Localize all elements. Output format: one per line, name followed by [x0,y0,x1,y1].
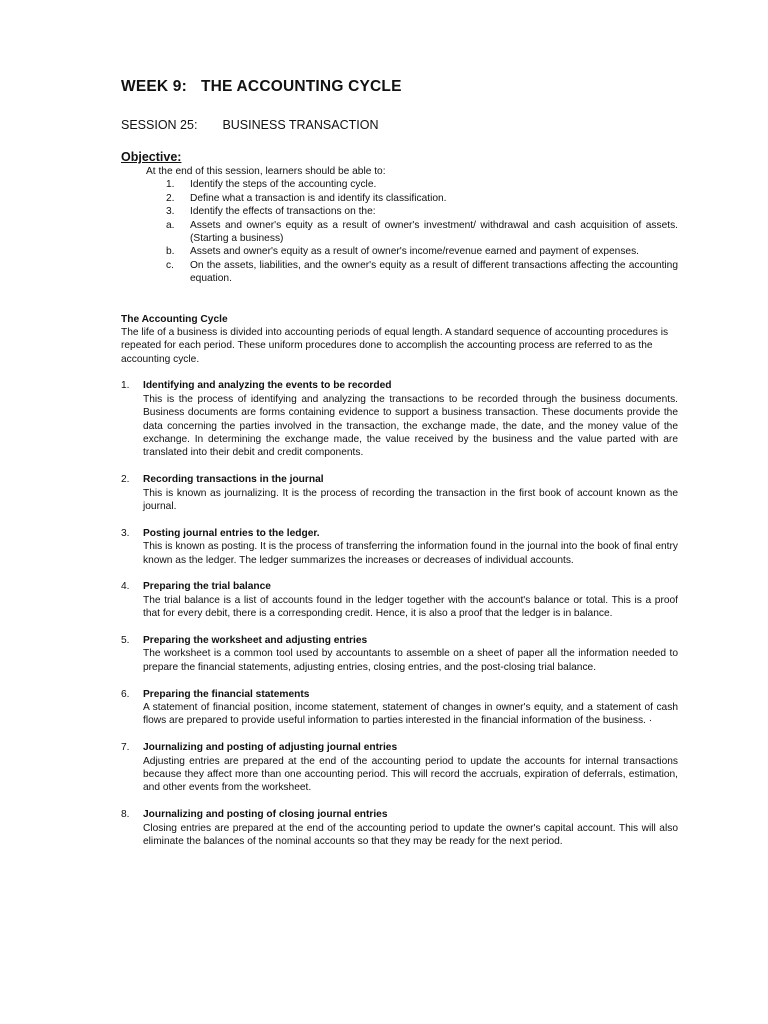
step-number: 1. [121,380,130,392]
step-title: Identifying and analyzing the events to be recorded [143,380,392,392]
step-number: 3. [121,527,130,539]
step-title: Preparing the financial statements [143,688,310,700]
session-heading [121,118,678,134]
document-page [121,78,678,862]
cycle-step [121,379,678,459]
step-title: Preparing the trial balance [143,581,271,593]
step-title: Recording transactions in the journal [143,474,324,486]
cycle-step [121,808,678,848]
objective-item: 1. Identify the steps of the accounting cycle. [166,179,377,191]
step-number: 8. [121,809,130,821]
step-description: This is known as journalizing. It is the process of recording the transaction in the first book of account known as the journal. [143,487,678,512]
week-heading [121,78,678,98]
cycle-step [121,741,678,795]
cycle-steps-list [121,379,678,848]
step-description: This is the process of identifying and analyzing the transactions to be recorded through the business documents. Business documents are forms containing evidence to support a business transaction. These documents provide the data concerning the parties involved in the transaction, the exchange made, the date, and the money value of the exchange. In determining the exchange made, the value received by the business and the value parted with are translated into their debit and credit components. [143,393,678,459]
week-title: THE ACCOUNTING CYCLE [201,78,402,95]
objective-sub-item: c. On the assets, liabilities, and the owner's equity as a result of different transactions affecting the accounting equation. [166,259,678,285]
cycle-step [121,527,678,567]
accounting-cycle-intro: The life of a business is divided into accounting periods of equal length. A standard sequence of accounting procedures is repeated for each period. These uniform procedures done to accomplish the accounting process are referred to as the accounting cycle. [121,327,669,365]
objective-item: 3. Identify the effects of transactions on the: [166,206,376,218]
objective-sub-list [121,219,678,286]
cycle-step [121,634,678,674]
step-title: Posting journal entries to the ledger. [143,527,320,539]
objective-sub-item: a. Assets and owner's equity as a result of owner's investment/ withdrawal and cash acquisition of assets. (Starting a business) [166,219,678,245]
objective-list [121,178,678,218]
session-label: SESSION 25: [121,118,198,132]
accounting-cycle-heading: The Accounting Cycle [121,313,228,325]
cycle-step [121,580,678,620]
week-label: WEEK 9: [121,78,187,95]
step-title: Journalizing and posting of closing journal entries [143,809,388,821]
step-description: Closing entries are prepared at the end of the accounting period to update the owner's capital account. This will also eliminate the balances of the nominal accounts so that they may be ready for the next period. [143,822,678,847]
step-number: 2. [121,474,130,486]
step-number: 4. [121,581,130,593]
step-description: This is known as posting. It is the process of transferring the information found in the journal into the book of final entry known as the ledger. The ledger summarizes the increases or decreases of individual accounts. [143,541,678,566]
step-number: 7. [121,742,130,754]
objective-item: 2. Define what a transaction is and identify its classification. [166,192,447,204]
step-description: The worksheet is a common tool used by accountants to assemble on a sheet of paper all the information needed to prepare the financial statements, adjusting entries, closing entries, and the post-closing trial balance. [143,648,678,673]
cycle-step [121,688,678,728]
step-number: 5. [121,634,130,646]
step-description: Adjusting entries are prepared at the end of the accounting period to update the accounts for internal transactions because they affect more than one accounting period. This will record the accruals, expiration of deferrals, estimation, and other events from the worksheet. [143,755,678,794]
objective-sub-item: b. Assets and owner's equity as a result of owner's income/revenue earned and payment of expenses. [166,246,640,258]
step-title: Journalizing and posting of adjusting journal entries [143,742,398,754]
objective-heading: Objective: [121,150,182,164]
step-number: 6. [121,688,130,700]
step-title: Preparing the worksheet and adjusting entries [143,634,368,646]
cycle-step [121,473,678,513]
step-description: The trial balance is a list of accounts found in the ledger together with the account's balance or total. This is a proof that for every debit, there is a corresponding credit. Hence, it is also a proof that the ledger is in balance. [143,594,678,620]
session-title: BUSINESS TRANSACTION [222,118,379,132]
step-description: A statement of financial position, income statement, statement of changes in owner's equity, and a statement of cash flows are prepared to provide useful information to parties interested in the financial information of the business. · [143,701,678,727]
objective-intro: At the end of this session, learners should be able to: [146,166,386,177]
